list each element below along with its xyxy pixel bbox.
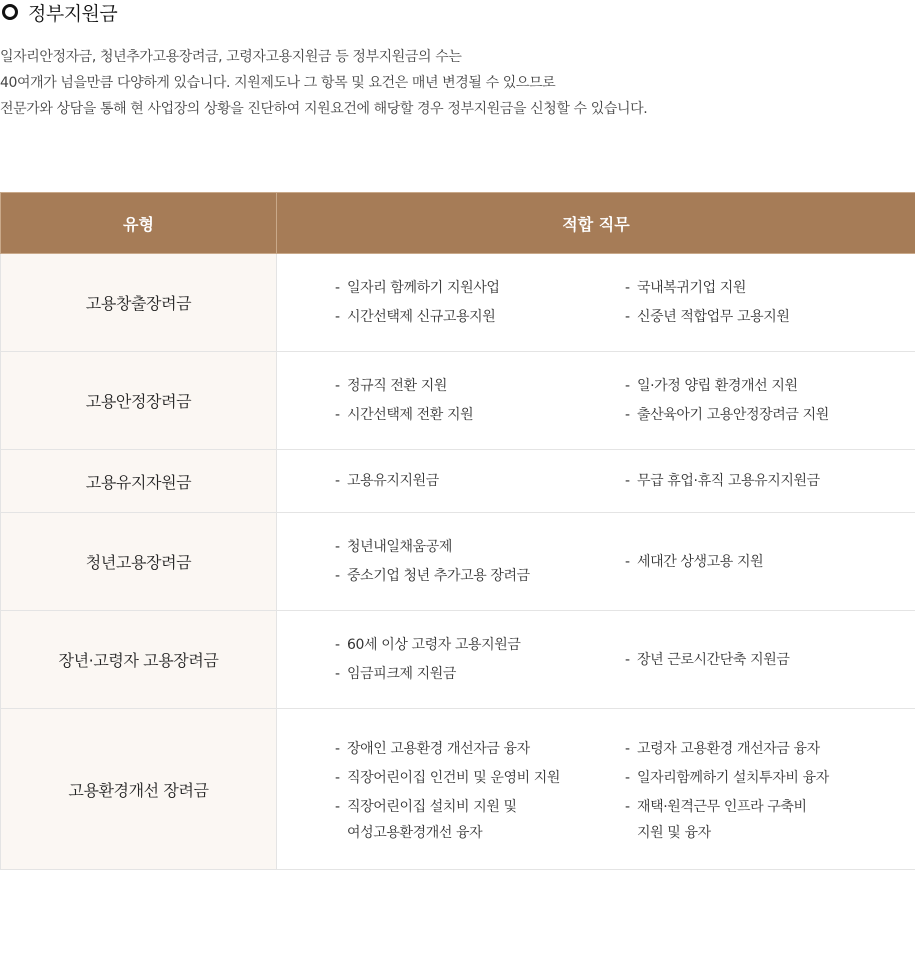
section-header	[0, 0, 117, 24]
table-row	[1, 611, 915, 709]
list-item: - 무급 휴업·휴직 고용유지지원금	[625, 468, 915, 494]
header-type: 유형	[1, 193, 277, 254]
table-row	[1, 450, 915, 513]
support-table	[0, 192, 915, 870]
list-item: - 일자리함께하기 설치투자비 융자	[625, 765, 915, 791]
row-type: 고용안정장려금	[1, 352, 277, 450]
list-item: - 신중년 적합업무 고용지원	[625, 304, 915, 330]
row-type: 고용환경개선 장려금	[1, 709, 277, 870]
intro-line: 일자리안정자금, 청년추가고용장려금, 고령자고용지원금 등 정부지원금의 수는	[0, 49, 462, 65]
table-row	[1, 709, 915, 870]
table-row	[1, 254, 915, 352]
row-jobs	[277, 513, 915, 611]
row-type: 청년고용장려금	[1, 513, 277, 611]
list-item: - 일자리 함께하기 지원사업	[335, 275, 625, 301]
row-jobs	[277, 352, 915, 450]
row-type: 고용창출장려금	[1, 254, 277, 352]
list-item: - 시간선택제 신규고용지원	[335, 304, 625, 330]
list-item-line: 재택·원격근무 인프라 구축비	[637, 798, 807, 815]
table-row	[1, 352, 915, 450]
circle-bullet-icon	[2, 4, 18, 20]
list-item: - 시간선택제 전환 지원	[335, 402, 625, 428]
intro-line: 전문가와 상담을 통해 현 사업장의 상황을 진단하여 지원요건에 해당할 경우 정부지원금을 신청할 수 있습니다.	[0, 101, 648, 117]
list-item: - 장애인 고용환경 개선자금 융자	[335, 736, 625, 762]
list-item: - 고령자 고용환경 개선자금 융자	[625, 736, 915, 762]
list-item: - 국내복귀기업 지원	[625, 275, 915, 301]
intro-line: 40여개가 넘을만큼 다양하게 있습니다. 지원제도나 그 항목 및 요건은 매년 변경될 수 있으므로	[0, 75, 556, 91]
list-item: - 일·가정 양립 환경개선 지원	[625, 373, 915, 399]
row-type: 고용유지자원금	[1, 450, 277, 513]
list-item	[625, 794, 915, 846]
list-item: - 정규직 전환 지원	[335, 373, 625, 399]
list-item: - 60세 이상 고령자 고용지원금	[335, 632, 625, 658]
list-item: - 장년 근로시간단축 지원금	[625, 647, 915, 673]
header-jobs: 적합 직무	[277, 193, 915, 254]
intro-text	[0, 44, 915, 122]
list-item	[335, 794, 625, 846]
table-row	[1, 513, 915, 611]
table-header-row	[1, 193, 915, 254]
list-item-line: 직장어린이집 설치비 지원 및	[347, 798, 517, 815]
row-jobs	[277, 254, 915, 352]
list-item: - 청년내일채움공제	[335, 534, 625, 560]
list-item: - 고용유지지원금	[335, 468, 625, 494]
row-type: 장년·고령자 고용장려금	[1, 611, 277, 709]
list-item: - 출산육아기 고용안정장려금 지원	[625, 402, 915, 428]
list-item: - 임금피크제 지원금	[335, 661, 625, 687]
list-item-line: 지원 및 융자	[637, 824, 711, 841]
list-item: - 중소기업 청년 추가고용 장려금	[335, 563, 625, 589]
list-item: - 직장어린이집 인건비 및 운영비 지원	[335, 765, 625, 791]
list-item-line: 여성고용환경개선 융자	[347, 824, 483, 841]
row-jobs	[277, 709, 915, 870]
row-jobs	[277, 611, 915, 709]
list-item: - 세대간 상생고용 지원	[625, 549, 915, 575]
row-jobs	[277, 450, 915, 513]
section-title: 정부지원금	[28, 2, 118, 25]
